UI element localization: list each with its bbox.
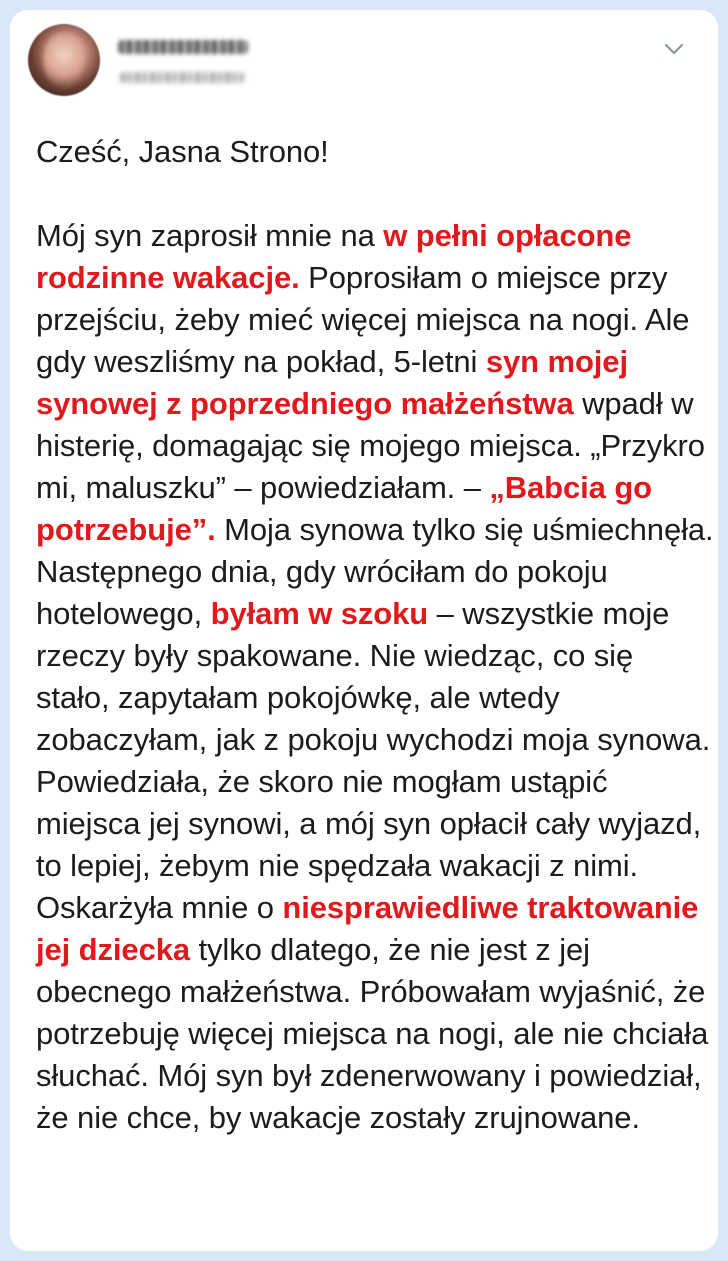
highlighted-text: „Babcia go potrzebuje”. (36, 470, 653, 547)
text-segment: Poprosiłam o miejsce przy przejściu, żeby mieć więcej miejsca na nogi. Ale gdy weszliśmy na pokład, 5-letni (36, 260, 690, 379)
avatar-face-blur (44, 34, 84, 86)
author-name-blurred[interactable] (118, 40, 248, 54)
highlighted-text: niesprawiedliwe traktowanie jej dziecka (36, 890, 699, 967)
text-segment: Mój syn zaprosił mnie na (36, 218, 384, 253)
post-greeting: Cześć, Jasna Strono! (36, 134, 329, 169)
text-segment: – wszystkie moje rzeczy były spakowane. Nie wiedząc, co się stało, zapytałam pokojówkę, ale wtedy zobaczyłam, jak z pokoju wychodzi moja synowa. Powiedziała, że skoro nie mogłam ustąpić miejsca jej synowi, a mój syn opłacił cały wyjazd, to lepiej, żebym nie spędzała wakacji z nimi. Oskarżyła mnie o (36, 596, 711, 925)
highlighted-text: w pełni opłacone rodzinne wakacje. (36, 218, 632, 295)
chevron-down-icon[interactable] (662, 40, 686, 58)
avatar[interactable] (28, 24, 100, 96)
text-segment: wpadł w histerię, domagając się mojego miejsca. „Przykro mi, maluszku” – powiedziałam. – (36, 386, 705, 505)
highlighted-text: syn mojej synowej z poprzedniego małżeństwa (36, 344, 628, 421)
post-text (36, 131, 714, 1139)
author-handle-blurred[interactable] (120, 72, 244, 83)
highlighted-text: byłam w szoku (210, 596, 429, 631)
post-paragraph (36, 215, 714, 1139)
text-segment: Moja synowa tylko się uśmiechnęła. Następnego dnia, gdy wróciłam do pokoju hotelowego, (36, 512, 714, 631)
tweet-card (10, 10, 718, 1251)
text-segment: tylko dlatego, że nie jest z jej obecnego małżeństwa. Próbowałam wyjaśnić, że potrzebuję więcej miejsca na nogi, ale nie chciała słuchać. Mój syn był zdenerwowany i powiedział, że nie chce, by wakacje zostały zrujnowane. (36, 932, 709, 1135)
